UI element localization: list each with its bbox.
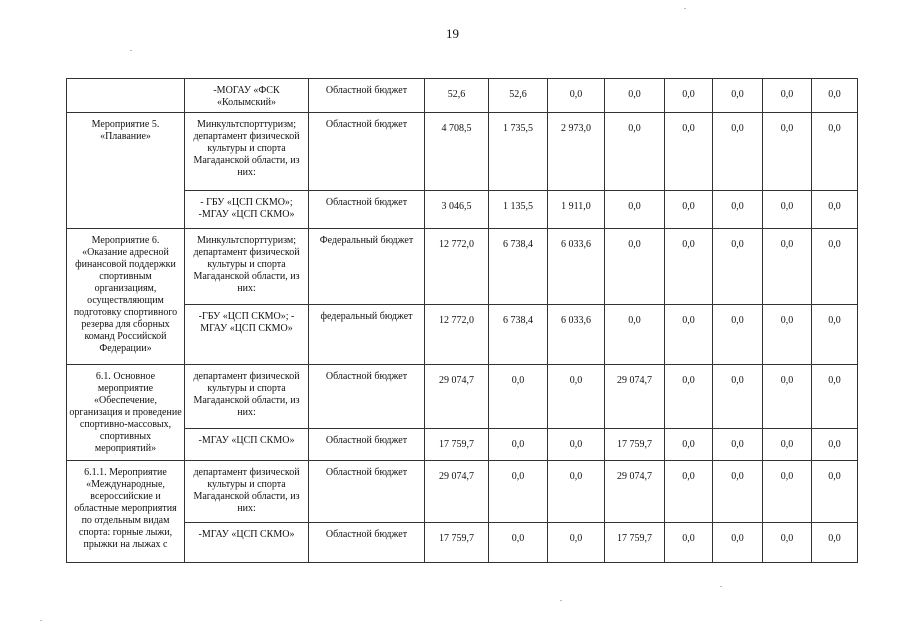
- value-cell: 0,0: [665, 229, 713, 305]
- scan-speck: [40, 620, 42, 621]
- value-cell: 0,0: [665, 461, 713, 523]
- value-cell: 0,0: [548, 365, 605, 429]
- value-cell: 17 759,7: [425, 429, 489, 461]
- table-row: [67, 191, 858, 229]
- value-cell: 0,0: [713, 429, 763, 461]
- funding-source-cell: Областной бюджет: [309, 113, 425, 191]
- value-cell: 1 135,5: [489, 191, 548, 229]
- value-cell: 0,0: [763, 79, 812, 113]
- value-cell: 0,0: [763, 461, 812, 523]
- executor-cell: Минкультспорттуризм; департамент физической культуры и спорта Магаданской области, из них:: [185, 113, 309, 191]
- executor-cell: - ГБУ «ЦСП СКМО»; -МГАУ «ЦСП СКМО»: [185, 191, 309, 229]
- value-cell: 0,0: [763, 523, 812, 563]
- value-cell: 2 973,0: [548, 113, 605, 191]
- table-row: [67, 229, 858, 305]
- value-cell: 0,0: [665, 429, 713, 461]
- funding-source-cell: федеральный бюджет: [309, 305, 425, 365]
- value-cell: 0,0: [713, 523, 763, 563]
- value-cell: 0,0: [665, 365, 713, 429]
- value-cell: 0,0: [548, 79, 605, 113]
- value-cell: 0,0: [763, 365, 812, 429]
- value-cell: 0,0: [763, 191, 812, 229]
- funding-source-cell: Областной бюджет: [309, 523, 425, 563]
- value-cell: 1 735,5: [489, 113, 548, 191]
- table-row: [67, 305, 858, 365]
- value-cell: 3 046,5: [425, 191, 489, 229]
- value-cell: 0,0: [713, 191, 763, 229]
- value-cell: 0,0: [812, 305, 858, 365]
- value-cell: 4 708,5: [425, 113, 489, 191]
- value-cell: 0,0: [713, 229, 763, 305]
- executor-cell: -МОГАУ «ФСК «Колымский»: [185, 79, 309, 113]
- value-cell: 17 759,7: [605, 429, 665, 461]
- scan-speck: [560, 600, 562, 601]
- funding-source-cell: Областной бюджет: [309, 79, 425, 113]
- value-cell: 6 738,4: [489, 229, 548, 305]
- value-cell: 29 074,7: [605, 365, 665, 429]
- value-cell: 0,0: [665, 79, 713, 113]
- value-cell: 29 074,7: [425, 365, 489, 429]
- value-cell: 0,0: [812, 429, 858, 461]
- value-cell: 12 772,0: [425, 305, 489, 365]
- value-cell: 0,0: [665, 191, 713, 229]
- measure-cell: Мероприятие 6. «Оказание адресной финансовой поддержки спортивным организациям, осуществляющим подготовку спортивного резерва для сборных команд Российской Федерации»: [67, 229, 185, 365]
- executor-cell: Минкультспорттуризм; департамент физической культуры и спорта Магаданской области, из них:: [185, 229, 309, 305]
- value-cell: 6 033,6: [548, 305, 605, 365]
- measure-cell: 6.1. Основное мероприятие «Обеспечение, организация и проведение спортивно-массовых, спортивных мероприятий»: [67, 365, 185, 461]
- value-cell: 52,6: [489, 79, 548, 113]
- value-cell: 0,0: [763, 229, 812, 305]
- value-cell: 0,0: [763, 305, 812, 365]
- value-cell: 6 738,4: [489, 305, 548, 365]
- value-cell: 0,0: [665, 113, 713, 191]
- value-cell: 0,0: [489, 461, 548, 523]
- value-cell: 0,0: [713, 113, 763, 191]
- executor-cell: -МГАУ «ЦСП СКМО»: [185, 429, 309, 461]
- measure-cell: 6.1.1. Мероприятие «Международные, всероссийские и областные мероприятия по отдельным видам спорта: горные лыжи, прыжки на лыжах с: [67, 461, 185, 563]
- scan-speck: [684, 8, 686, 9]
- value-cell: 0,0: [665, 523, 713, 563]
- value-cell: 0,0: [548, 429, 605, 461]
- value-cell: 0,0: [763, 113, 812, 191]
- value-cell: 29 074,7: [605, 461, 665, 523]
- executor-cell: -МГАУ «ЦСП СКМО»: [185, 523, 309, 563]
- value-cell: 12 772,0: [425, 229, 489, 305]
- value-cell: 0,0: [605, 79, 665, 113]
- value-cell: 0,0: [605, 191, 665, 229]
- value-cell: 0,0: [489, 523, 548, 563]
- table-row: [67, 113, 858, 191]
- table-row: [67, 429, 858, 461]
- value-cell: 0,0: [812, 113, 858, 191]
- executor-cell: департамент физической культуры и спорта Магаданской области, из них:: [185, 461, 309, 523]
- page-number: 19: [446, 26, 459, 41]
- table-row: [67, 365, 858, 429]
- budget-table: [66, 78, 858, 563]
- table-row: [67, 523, 858, 563]
- value-cell: 17 759,7: [425, 523, 489, 563]
- value-cell: 6 033,6: [548, 229, 605, 305]
- value-cell: 0,0: [605, 113, 665, 191]
- funding-source-cell: Федеральный бюджет: [309, 229, 425, 305]
- value-cell: 0,0: [713, 461, 763, 523]
- value-cell: 0,0: [489, 365, 548, 429]
- measure-cell: Мероприятие 5. «Плавание»: [67, 113, 185, 229]
- value-cell: 0,0: [665, 305, 713, 365]
- value-cell: 0,0: [812, 79, 858, 113]
- table-row: [67, 461, 858, 523]
- scan-speck: [130, 50, 132, 51]
- value-cell: 0,0: [812, 229, 858, 305]
- value-cell: 29 074,7: [425, 461, 489, 523]
- executor-cell: департамент физической культуры и спорта Магаданской области, из них:: [185, 365, 309, 429]
- executor-cell: -ГБУ «ЦСП СКМО»; - МГАУ «ЦСП СКМО»: [185, 305, 309, 365]
- value-cell: 0,0: [812, 365, 858, 429]
- value-cell: 0,0: [812, 461, 858, 523]
- value-cell: 0,0: [548, 461, 605, 523]
- value-cell: 0,0: [812, 191, 858, 229]
- measure-cell: [67, 79, 185, 113]
- value-cell: 0,0: [489, 429, 548, 461]
- value-cell: 0,0: [548, 523, 605, 563]
- table-row: [67, 79, 858, 113]
- value-cell: 0,0: [605, 229, 665, 305]
- value-cell: 0,0: [605, 305, 665, 365]
- value-cell: 0,0: [763, 429, 812, 461]
- value-cell: 0,0: [713, 79, 763, 113]
- value-cell: 17 759,7: [605, 523, 665, 563]
- scan-speck: [720, 586, 722, 587]
- value-cell: 0,0: [812, 523, 858, 563]
- funding-source-cell: Областной бюджет: [309, 191, 425, 229]
- value-cell: 1 911,0: [548, 191, 605, 229]
- value-cell: 52,6: [425, 79, 489, 113]
- value-cell: 0,0: [713, 305, 763, 365]
- funding-source-cell: Областной бюджет: [309, 461, 425, 523]
- funding-source-cell: Областной бюджет: [309, 429, 425, 461]
- funding-source-cell: Областной бюджет: [309, 365, 425, 429]
- value-cell: 0,0: [713, 365, 763, 429]
